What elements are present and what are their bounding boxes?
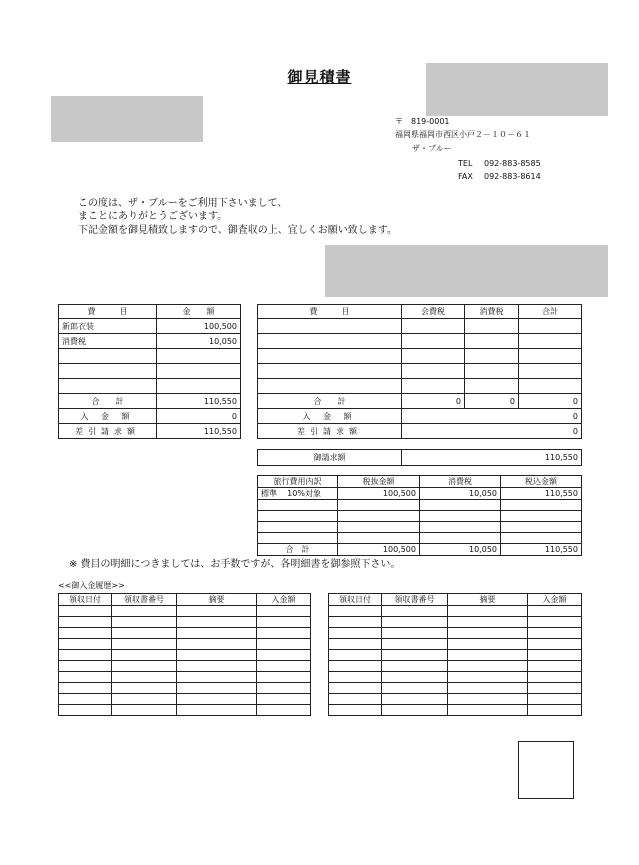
empty-cell [448, 639, 528, 650]
empty-cell [382, 606, 448, 617]
empty-cell [448, 672, 528, 683]
table-row [329, 628, 582, 639]
empty-cell [402, 364, 465, 379]
empty-cell [501, 511, 582, 522]
empty-cell [382, 650, 448, 661]
empty-cell [329, 683, 382, 694]
invoice-label: 御請求額 [258, 450, 402, 466]
empty-cell [177, 628, 257, 639]
empty-cell [112, 661, 177, 672]
empty-cell [382, 628, 448, 639]
empty-cell [112, 606, 177, 617]
table-row [329, 650, 582, 661]
empty-cell [402, 334, 465, 349]
sender-tel-label: TEL [458, 159, 473, 168]
redacted-recipient [51, 96, 203, 142]
table-row [59, 334, 241, 349]
empty-cell [329, 661, 382, 672]
table-row [329, 606, 582, 617]
table-row [59, 617, 311, 628]
table-row [258, 544, 582, 556]
empty-cell [402, 379, 465, 394]
left-paid-value: 0 [157, 409, 241, 424]
table-row [258, 511, 582, 522]
empty-cell [338, 511, 420, 522]
empty-cell [382, 661, 448, 672]
empty-cell [448, 606, 528, 617]
left-item-name: 新郎衣装 [59, 319, 157, 334]
empty-cell [528, 606, 582, 617]
empty-cell [448, 661, 528, 672]
empty-cell [258, 364, 402, 379]
empty-cell [519, 319, 582, 334]
empty-cell [519, 349, 582, 364]
empty-cell [59, 617, 112, 628]
empty-cell [59, 628, 112, 639]
redacted-stamp-area [325, 245, 608, 297]
empty-cell [177, 694, 257, 705]
empty-cell [519, 379, 582, 394]
table-row [329, 705, 582, 716]
tax-total-label: 合 計 [258, 544, 338, 556]
empty-cell [257, 705, 311, 716]
empty-cell [157, 379, 241, 394]
empty-cell [257, 694, 311, 705]
empty-cell [257, 661, 311, 672]
left-item-amount: 10,050 [157, 334, 241, 349]
table-row [59, 639, 311, 650]
empty-cell [465, 334, 519, 349]
right-balance-label: 差引請求額 [258, 424, 402, 439]
left-item-name: 消費税 [59, 334, 157, 349]
table-row [258, 319, 582, 334]
tax-header-category: 旅行費用内訳 [258, 476, 338, 488]
empty-cell [112, 694, 177, 705]
left-header-amount: 金 額 [157, 305, 241, 319]
payment-history-table-left [58, 593, 311, 716]
empty-cell [59, 606, 112, 617]
empty-cell [420, 522, 501, 533]
history-header-amount: 入金額 [528, 594, 582, 606]
empty-cell [59, 683, 112, 694]
detail-note: ※ 費目の明細につきましては、お手数ですが、各明細書を御参照下さい。 [69, 559, 401, 570]
right-header-total: 合計 [519, 305, 582, 319]
table-row [258, 533, 582, 544]
empty-cell [329, 606, 382, 617]
right-total-sum: 0 [519, 394, 582, 409]
empty-cell [59, 661, 112, 672]
empty-cell [177, 672, 257, 683]
empty-cell [177, 683, 257, 694]
left-total-label: 合 計 [59, 394, 157, 409]
empty-cell [258, 319, 402, 334]
empty-cell [329, 628, 382, 639]
empty-cell [257, 606, 311, 617]
empty-cell [329, 650, 382, 661]
empty-cell [528, 683, 582, 694]
table-row [59, 394, 241, 409]
empty-cell [528, 639, 582, 650]
table-row [258, 500, 582, 511]
sender-fax-label: FAX [458, 172, 473, 181]
empty-cell [59, 694, 112, 705]
empty-cell [258, 379, 402, 394]
empty-cell [465, 319, 519, 334]
empty-cell [257, 617, 311, 628]
table-row [329, 683, 582, 694]
table-row [258, 409, 582, 424]
empty-cell [258, 334, 402, 349]
empty-cell [519, 334, 582, 349]
left-paid-label: 入 金 額 [59, 409, 157, 424]
empty-cell [528, 628, 582, 639]
empty-cell [257, 628, 311, 639]
empty-cell [528, 650, 582, 661]
tax-row-gross: 110,550 [501, 488, 582, 500]
table-row [258, 424, 582, 439]
table-row [258, 379, 582, 394]
sender-company: ザ・ブルー [412, 144, 452, 153]
empty-cell [528, 672, 582, 683]
empty-cell [329, 705, 382, 716]
empty-cell [448, 694, 528, 705]
empty-cell [528, 694, 582, 705]
empty-cell [177, 639, 257, 650]
approval-stamp-box [518, 741, 574, 799]
history-header-summary: 摘要 [177, 594, 257, 606]
right-header-tax: 消費税 [465, 305, 519, 319]
empty-cell [177, 705, 257, 716]
tax-total-net: 100,500 [338, 544, 420, 556]
left-balance-label: 差引請求額 [59, 424, 157, 439]
empty-cell [448, 705, 528, 716]
empty-cell [528, 661, 582, 672]
empty-cell [448, 650, 528, 661]
empty-cell [465, 364, 519, 379]
empty-cell [112, 617, 177, 628]
message-line-1: この度は、ザ・ブルーをご利用下さいまして、 [78, 198, 288, 209]
tax-breakdown-table [257, 475, 582, 556]
empty-cell [59, 364, 157, 379]
empty-cell [382, 672, 448, 683]
empty-cell [257, 672, 311, 683]
empty-cell [528, 705, 582, 716]
history-header-summary: 摘要 [448, 594, 528, 606]
right-total-label: 合 計 [258, 394, 402, 409]
payment-history-rows-left [59, 606, 311, 716]
message-line-2: まことにありがとうございます。 [78, 211, 228, 222]
empty-cell [448, 683, 528, 694]
table-row [258, 349, 582, 364]
message-line-3: 下記金額を御見積致しますので、御査収の上、宜しくお願い致します。 [78, 225, 397, 236]
empty-cell [112, 628, 177, 639]
table-row [59, 424, 241, 439]
table-row [59, 672, 311, 683]
empty-cell [338, 533, 420, 544]
empty-cell [465, 379, 519, 394]
table-row [258, 394, 582, 409]
empty-cell [329, 694, 382, 705]
table-row [258, 364, 582, 379]
right-header-item: 費 目 [258, 305, 402, 319]
left-header-item: 費 目 [59, 305, 157, 319]
table-row [59, 364, 241, 379]
table-row [258, 334, 582, 349]
table-row [59, 379, 241, 394]
empty-cell [59, 672, 112, 683]
table-row [59, 606, 311, 617]
empty-cell [329, 639, 382, 650]
table-row [329, 694, 582, 705]
right-total-tax: 0 [465, 394, 519, 409]
empty-cell [382, 639, 448, 650]
payment-history-table-right [328, 593, 582, 716]
empty-cell [177, 650, 257, 661]
history-header-date: 領収日付 [59, 594, 112, 606]
table-row [329, 672, 582, 683]
tax-header-gross: 税込金額 [501, 476, 582, 488]
table-row [59, 694, 311, 705]
empty-cell [382, 694, 448, 705]
empty-cell [258, 500, 338, 511]
table-row [59, 650, 311, 661]
sender-postal: 〒 819-0001 [395, 117, 450, 126]
invoice-amount-table [257, 449, 582, 466]
empty-cell [258, 522, 338, 533]
empty-cell [338, 522, 420, 533]
table-row [59, 319, 241, 334]
table-row [59, 628, 311, 639]
empty-cell [257, 683, 311, 694]
empty-cell [258, 533, 338, 544]
history-header-amount: 入金額 [257, 594, 311, 606]
expense-table-right [257, 304, 582, 439]
empty-cell [59, 379, 157, 394]
empty-cell [382, 705, 448, 716]
empty-cell [177, 661, 257, 672]
empty-cell [382, 617, 448, 628]
history-header-receipt: 領収書番号 [382, 594, 448, 606]
empty-cell [519, 364, 582, 379]
empty-cell [59, 650, 112, 661]
empty-cell [329, 672, 382, 683]
left-item-amount: 100,500 [157, 319, 241, 334]
empty-cell [382, 683, 448, 694]
empty-cell [112, 683, 177, 694]
table-row [258, 522, 582, 533]
tax-header-tax: 消費税 [420, 476, 501, 488]
empty-cell [112, 705, 177, 716]
empty-cell [59, 639, 112, 650]
empty-cell [448, 628, 528, 639]
tax-row-tax: 10,050 [420, 488, 501, 500]
empty-cell [501, 500, 582, 511]
empty-cell [402, 349, 465, 364]
empty-cell [402, 319, 465, 334]
tax-total-tax: 10,050 [420, 544, 501, 556]
empty-cell [157, 364, 241, 379]
empty-cell [465, 349, 519, 364]
sender-address: 福岡県福岡市西区小戸２－１０－６１ [395, 130, 531, 139]
empty-cell [338, 500, 420, 511]
table-row [329, 617, 582, 628]
table-row [59, 705, 311, 716]
left-balance-value: 110,550 [157, 424, 241, 439]
empty-cell [329, 617, 382, 628]
tax-row-rate: 10%対象 [287, 489, 321, 498]
empty-cell [258, 349, 402, 364]
empty-cell [528, 617, 582, 628]
empty-cell [59, 705, 112, 716]
empty-cell [258, 511, 338, 522]
empty-cell [157, 349, 241, 364]
payment-history-label: <<御入金履歴>> [58, 581, 125, 590]
right-total-fee-tax: 0 [402, 394, 465, 409]
empty-cell [257, 650, 311, 661]
empty-cell [177, 606, 257, 617]
empty-cell [501, 522, 582, 533]
sender-fax: 092-883-8614 [484, 172, 541, 181]
tax-row-category [258, 488, 338, 500]
tax-header-net: 税抜金額 [338, 476, 420, 488]
history-header-receipt: 領収書番号 [112, 594, 177, 606]
right-paid-value: 0 [402, 409, 582, 424]
history-header-date: 領収日付 [329, 594, 382, 606]
empty-cell [257, 639, 311, 650]
table-row [59, 409, 241, 424]
empty-cell [448, 617, 528, 628]
payment-history-rows-right [329, 606, 582, 716]
empty-cell [112, 650, 177, 661]
right-header-fee-tax: 会費税 [402, 305, 465, 319]
tax-total-gross: 110,550 [501, 544, 582, 556]
table-row [258, 488, 582, 500]
invoice-amount: 110,550 [402, 450, 582, 466]
empty-cell [177, 617, 257, 628]
table-row [329, 661, 582, 672]
empty-cell [420, 533, 501, 544]
table-row [59, 661, 311, 672]
empty-cell [112, 672, 177, 683]
empty-cell [112, 639, 177, 650]
sender-tel: 092-883-8585 [484, 159, 541, 168]
document-title-text: 御見積書 [287, 68, 352, 86]
right-balance-value: 0 [402, 424, 582, 439]
redacted-logo [426, 63, 608, 116]
tax-row-category-name: 標準 [261, 489, 277, 498]
empty-cell [59, 349, 157, 364]
table-row [329, 639, 582, 650]
table-row [59, 683, 311, 694]
table-row [59, 349, 241, 364]
empty-cell [420, 500, 501, 511]
empty-cell [420, 511, 501, 522]
empty-cell [501, 533, 582, 544]
right-paid-label: 入 金 額 [258, 409, 402, 424]
tax-row-net: 100,500 [338, 488, 420, 500]
left-total-value: 110,550 [157, 394, 241, 409]
expense-table-left [58, 304, 241, 439]
